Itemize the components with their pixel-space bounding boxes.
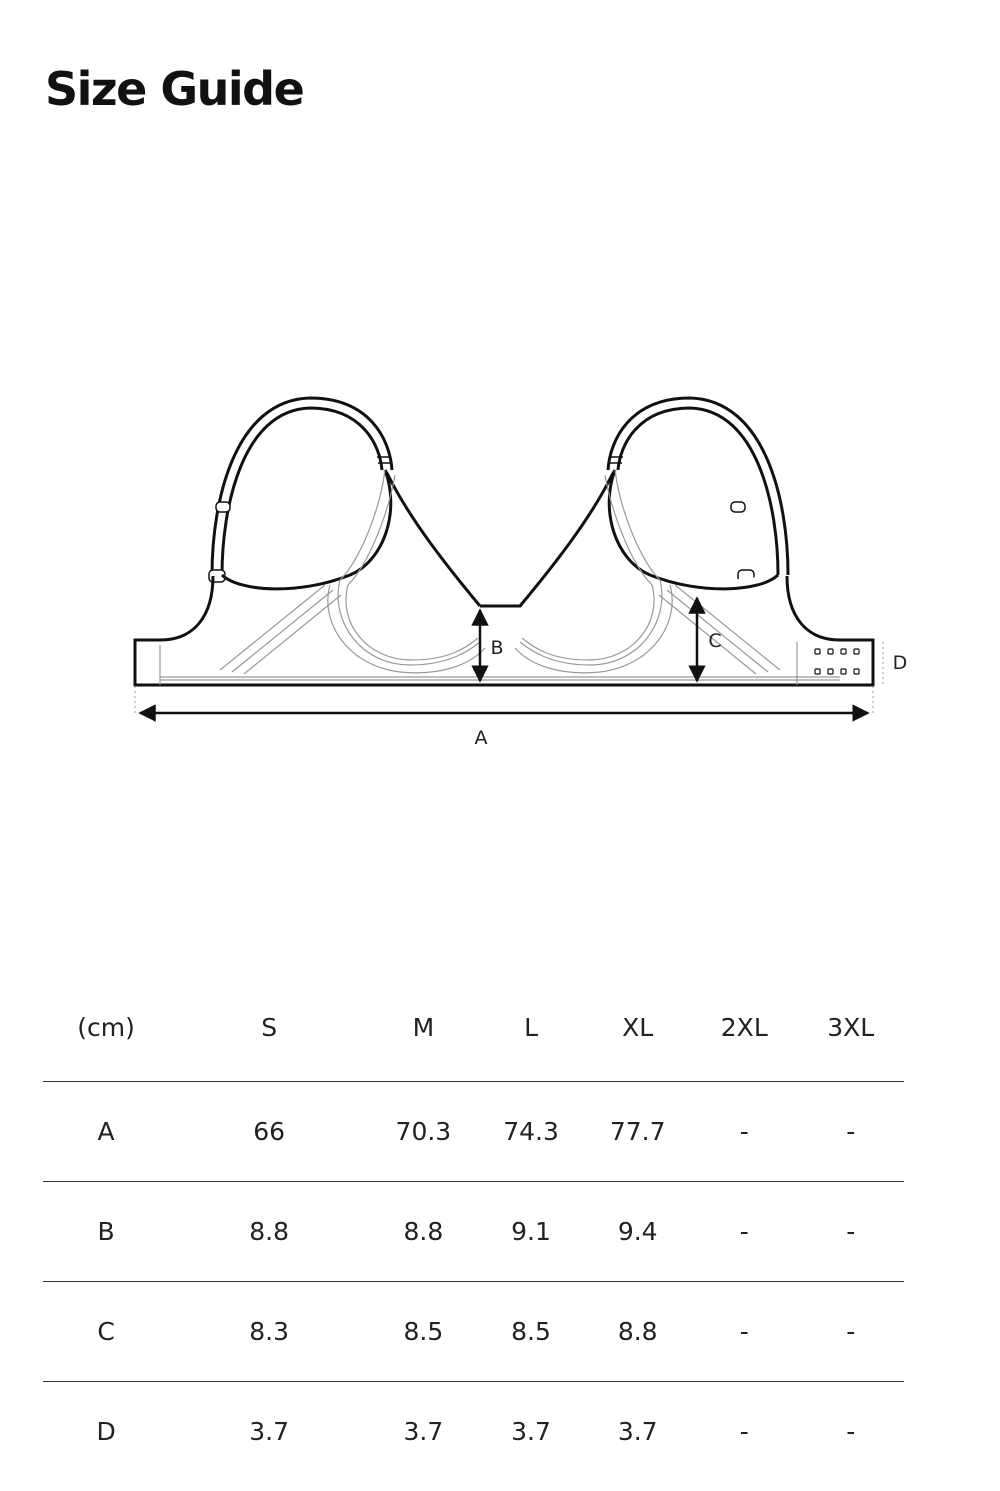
size-header-m: M <box>412 1013 435 1043</box>
size-header-xl: XL <box>622 1013 654 1043</box>
bra-illustration <box>0 380 1000 770</box>
table-cell: - <box>846 1416 856 1446</box>
table-row <box>43 1281 904 1381</box>
table-row <box>43 1181 904 1281</box>
table-cell: 8.8 <box>403 1216 444 1246</box>
row-label: B <box>97 1216 115 1246</box>
size-header-s: S <box>261 1013 278 1043</box>
table-cell: 74.3 <box>503 1116 559 1146</box>
size-header-l: L <box>524 1013 538 1043</box>
size-header-3xl: 3XL <box>827 1013 875 1043</box>
hook-eye-closure <box>815 649 859 674</box>
table-cell: 9.4 <box>617 1216 658 1246</box>
table-cell: - <box>739 1316 749 1346</box>
table-cell: - <box>846 1316 856 1346</box>
unit-header: (cm) <box>77 1013 135 1043</box>
table-row <box>43 1381 904 1481</box>
table-cell: 3.7 <box>249 1416 290 1446</box>
table-row <box>43 1081 904 1181</box>
table-cell: - <box>739 1216 749 1246</box>
table-cell: - <box>739 1116 749 1146</box>
table-cell: 66 <box>253 1116 286 1146</box>
table-cell: - <box>739 1416 749 1446</box>
garment-diagram <box>0 380 1000 770</box>
dimension-b-label: B <box>490 637 504 659</box>
table-cell: 8.3 <box>249 1316 290 1346</box>
table-cell: 3.7 <box>403 1416 444 1446</box>
dimension-d-label: D <box>892 652 908 674</box>
straps <box>212 398 788 575</box>
table-cell: - <box>846 1216 856 1246</box>
dimension-a-label: A <box>474 727 488 749</box>
table-cell: 9.1 <box>511 1216 551 1246</box>
table-cell: 3.7 <box>511 1416 551 1446</box>
size-header-2xl: 2XL <box>720 1013 768 1043</box>
strap-adjusters <box>209 457 754 582</box>
table-cell: 8.8 <box>249 1216 290 1246</box>
table-cell: 70.3 <box>395 1116 452 1146</box>
table-cell: 77.7 <box>609 1116 666 1146</box>
row-label: D <box>96 1416 116 1446</box>
band-outline <box>135 576 873 685</box>
table-cell: 8.5 <box>403 1316 444 1346</box>
table-cell: 3.7 <box>617 1416 658 1446</box>
table-cell: 8.5 <box>511 1316 551 1346</box>
size-header-row <box>43 975 904 1081</box>
page-title: Size Guide <box>45 62 304 116</box>
dimension-arrows <box>140 598 868 713</box>
dimension-c-label: C <box>708 630 722 652</box>
table-cell: - <box>846 1116 856 1146</box>
table-cell: 8.8 <box>617 1316 658 1346</box>
size-table <box>43 975 904 1481</box>
row-label: A <box>97 1116 115 1146</box>
cups <box>222 470 778 606</box>
dimension-guides <box>135 642 883 715</box>
row-label: C <box>97 1316 115 1346</box>
